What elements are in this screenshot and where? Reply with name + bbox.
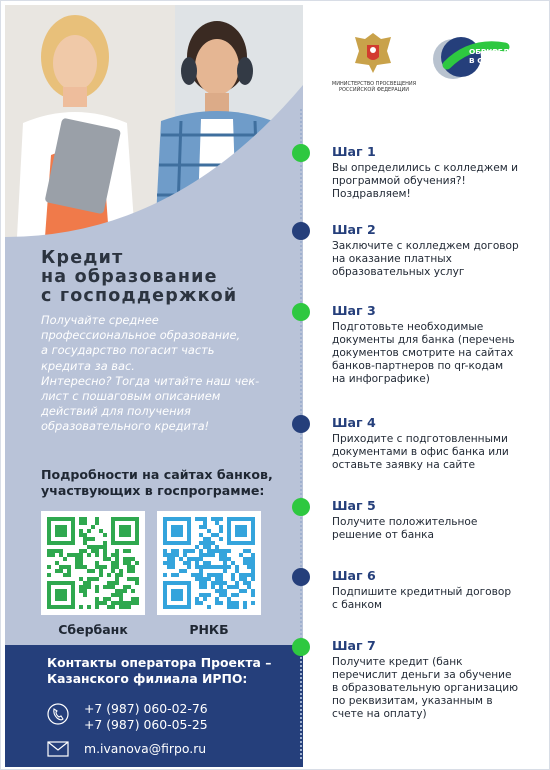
step-1-title: Шаг 1 [332,144,376,159]
sberbank-label: Сбербанк [58,622,128,637]
step-1-text: Вы определились с колледжем и программой обучения?! Поздравляем! [332,162,519,200]
contact-email[interactable]: m.ivanova@firpo.ru [84,741,207,756]
phone-number-2[interactable]: +7 (987) 060-05-25 [84,717,208,732]
step-3-marker [292,303,310,321]
step-7-marker [292,638,310,656]
page-title: Кредит на образование с господдержкой [41,248,238,306]
timeline-line [300,109,304,759]
qr-code-icon [47,517,139,609]
logos-block [331,29,521,99]
step-5-marker [292,498,310,516]
step-7-title: Шаг 7 [332,638,376,653]
step-6-marker [292,568,310,586]
panel-divider-curve [5,5,303,245]
step-4-title: Шаг 4 [332,415,376,430]
ministry-emblem-icon [351,29,395,75]
intro-text: Получайте среднее профессиональное образование, а государство погасит часть кредита за вас. Интересно? Тогда читайте наш чек- лист с пошаговым описанием действий для получения образовательного кредита! [41,313,260,434]
qr-code-icon [163,517,255,609]
step-2-text: Заключите с колледжем договор на оказание платных образовательных услуг [332,240,519,278]
phone-number-1[interactable]: +7 (987) 060-02-76 [84,701,208,716]
bank-details-heading: Подробности на сайтах банков, участвующих в госпрограмме: [41,467,273,498]
rnkb-label: РНКБ [189,622,229,637]
left-panel [5,5,303,767]
step-6-text: Подпишите кредитный договор с банком [332,586,512,611]
contacts-block [5,645,303,767]
step-5-title: Шаг 5 [332,498,376,513]
step-5-text: Получите положительное решение от банка [332,516,478,541]
rnkb-qr-code[interactable] [157,511,261,615]
step-3-text: Подготовьте необходимые документы для банка (перечень документов смотрите на сайтах банков-партнеров по qr-кодам на инфографике) [332,321,515,385]
obrkredit-logo-text: ОБРКРЕДИТ В СПО [469,47,521,65]
step-3-title: Шаг 3 [332,303,376,318]
step-6-title: Шаг 6 [332,568,376,583]
phone-icon [47,703,69,725]
mail-icon [47,741,69,757]
step-2-title: Шаг 2 [332,222,376,237]
step-7-text: Получите кредит (банк перечислит деньги за обучение в образовательную организацию по реквизитам, указанным в счете на оплату) [332,656,519,720]
step-4-marker [292,415,310,433]
step-1-marker [292,144,310,162]
sberbank-qr-code[interactable] [41,511,145,615]
step-2-marker [292,222,310,240]
contacts-title: Контакты оператора Проекта – Казанского филиала ИРПО: [47,655,272,686]
step-4-text: Приходите с подготовленными документами в офис банка или оставьте заявку на сайте [332,433,509,471]
ministry-name: МИНИСТЕРСТВО ПРОСВЕЩЕНИЯ РОССИЙСКОЙ ФЕДЕРАЦИИ [331,81,417,93]
